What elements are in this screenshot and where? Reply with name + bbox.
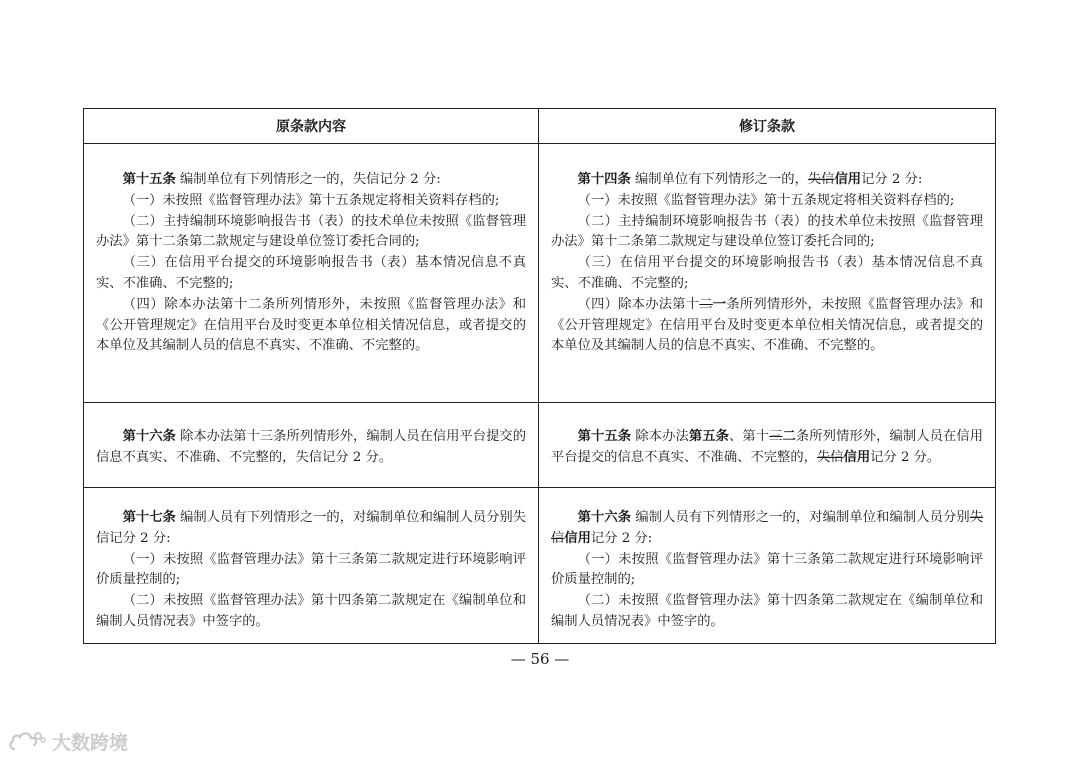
clause-item [551,295,983,357]
header-original: 原条款内容 [84,109,539,144]
article-text: 条所列情形外，编制人员在信用平台提交的信息不真实、不准确、不完整的， [551,429,984,465]
article-text: 编制单位有下列情形之一的，失信记分 2 分: [175,172,441,187]
clause-item: （一）未按照《监督管理办法》第十三条第二款规定进行环境影响评价质量控制的; [551,551,983,588]
inserted-text: 信用 [843,449,871,465]
original-cell [84,403,539,488]
article-lead [96,170,526,191]
page-number: — 56 — [510,650,570,668]
comparison-table [83,108,996,644]
article-number: 第十七条 [122,510,176,525]
article-lead [551,508,983,550]
inserted-text: 信用 [834,172,862,187]
article-lead [551,427,983,469]
clause-item: （二）主持编制环境影响报告书（表）的技术单位未按照《监督管理办法》第十二条第二款规定与建设单位签订委托合同的; [96,213,526,250]
clause-item: （四）除本办法第十二条所列情形外，未按照《监督管理办法》和《公开管理规定》在信用平台及时变更本单位相关情况信息，或者提交的本单位及其编制人员的信息不真实、不准确、不完整的。 [96,296,526,354]
watermark-text: 大数跨境 [52,732,129,754]
article-text: 记分 2 分: [861,172,923,187]
clause-text: 条所列情形外，未按照《监督管理办法》和《公开管理规定》在信用平台及时变更本单位相关情况信息，或者提交的本单位及其编制人员的信息不真实、不准确、不完整的。 [551,296,984,354]
article-lead [551,170,983,191]
clause-item: （二）主持编制环境影响报告书（表）的技术单位未按照《监督管理办法》第十二条第二款规定与建设单位签订委托合同的; [551,213,983,250]
inserted-text: 一 [712,296,727,312]
article-number: 第十六条 [122,429,176,444]
deleted-text: 失信 [816,449,844,465]
article-text: 除本办法第十三条所列情形外，编制人员在信用平台提交的信息不真实、不准确、不完整的，失信记分 2 分。 [96,429,527,465]
deleted-text: 失信 [551,510,984,546]
article-number: 第十五条 [122,172,176,187]
article-text: 编制单位有下列情形之一的， [630,172,808,187]
clause-item: （二）未按照《监督管理办法》第十四条第二款规定在《编制单位和编制人员情况表》中签字的。 [96,593,526,629]
article-lead [96,508,526,550]
article-number: 第十六条 [577,510,632,525]
table-row [84,144,996,403]
clause-item: （一）未按照《监督管理办法》第十五条规定将相关资料存档的; [577,192,955,208]
article-text: 、第十 [729,429,770,444]
cloud-logo-icon [8,729,46,755]
article-lead [96,427,526,469]
inserted-text: 第五条 [688,429,730,444]
header-revised: 修订条款 [539,109,996,144]
inserted-text: 二 [782,429,796,444]
article-text: 记分 2 分。 [870,449,941,465]
revised-cell [539,403,996,488]
clause-item: （一）未按照《监督管理办法》第十三条第二款规定进行环境影响评价质量控制的; [96,551,526,588]
clause-text: （四）除本办法第十 [577,296,700,312]
clause-item: （一）未按照《监督管理办法》第十五条规定将相关资料存档的; [122,192,500,208]
original-cell [84,488,539,644]
clause-item: （三）在信用平台提交的环境影响报告书（表）基本情况信息不真实、不准确、不完整的; [96,255,526,291]
inserted-text: 信用 [564,530,591,546]
deleted-text: 二 [699,296,713,312]
article-number: 第十五条 [577,429,632,444]
original-cell [84,144,539,403]
clause-item: （三）在信用平台提交的环境影响报告书（表）基本情况信息不真实、不准确、不完整的; [551,255,983,291]
clause-item: （二）未按照《监督管理办法》第十四条第二款规定在《编制单位和编制人员情况表》中签字的。 [551,593,983,629]
table-row [84,403,996,488]
revised-cell [539,488,996,644]
revised-cell [539,144,996,403]
article-text: 记分 2 分: [590,530,653,546]
article-text: 编制人员有下列情形之一的，对编制单位和编制人员分别失信记分 2 分: [96,510,527,546]
article-text: 编制人员有下列情形之一的，对编制单位和编制人员分别 [631,510,970,525]
article-text: 除本办法 [631,429,689,444]
watermark [8,728,128,755]
deleted-text: 失信 [807,172,835,187]
deleted-text: 三 [769,429,783,444]
article-number: 第十四条 [577,172,631,187]
table-row [84,488,996,644]
table-header-row [84,109,996,144]
